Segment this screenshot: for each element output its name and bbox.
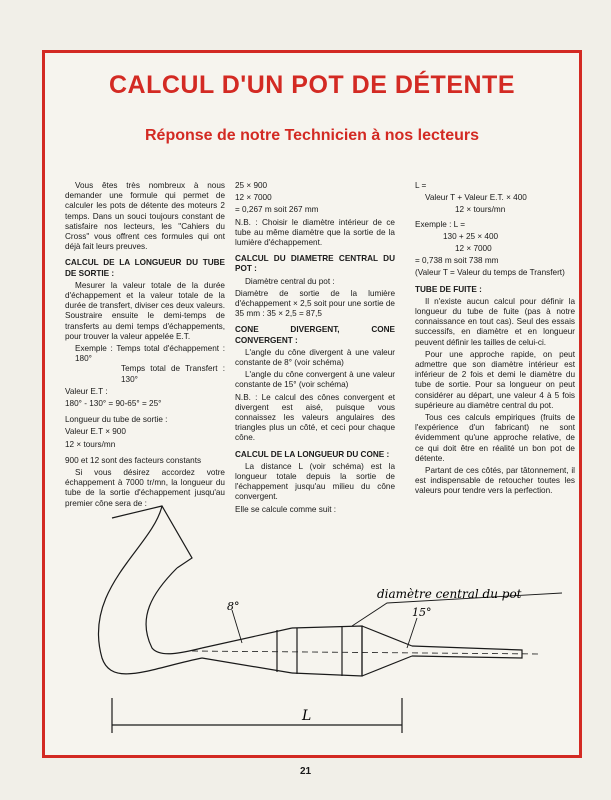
fuite-paragraph-4: Partant de ces côtés, par tâtonnement, il est indispensable de retoucher toutes les valeurs pour tendre vers la perfection. (415, 466, 575, 496)
column-2 (235, 181, 395, 517)
l-formula-1: Valeur T + Valeur E.T. × 400 (425, 193, 527, 203)
longueur-label: Longueur du tube de sortie : (65, 415, 168, 425)
body-seams (277, 626, 362, 676)
calc-line-2: 12 × 7000 (235, 193, 272, 203)
heading-longueur-cone: CALCUL DE LA LONGUEUR DU CONE : (235, 449, 390, 459)
exemple-l-line-2: 12 × 7000 (455, 244, 492, 254)
calc-line-1: 25 × 900 (235, 181, 268, 190)
heading-diametre: CALCUL DU DIAMETRE CENTRAL DU POT : (235, 254, 395, 274)
exemple-block (65, 344, 225, 385)
valeur-et-label: Valeur E.T : (65, 386, 108, 396)
angle-8-mark (232, 610, 242, 643)
paragraph-constants: 900 et 12 sont des facteurs constants (65, 455, 202, 465)
exemple-l-line-3: = 0,738 m soit 738 mm (415, 256, 499, 266)
exhaust-flange (112, 506, 192, 568)
longueur-cone-text-2: Elle se calcule comme suit : (235, 504, 337, 514)
angle-8-label: 8° (227, 600, 240, 613)
calc-line-3: = 0,267 m soit 267 mm (235, 205, 319, 215)
exemple-line-1: Temps total d'échappement : 180° (75, 344, 225, 364)
heading-tube-sortie: CALCUL DE LA LONGUEUR DU TUBE DE SORTIE : (65, 258, 225, 278)
heading-cones: CONE DIVERGENT, CONE CONVERGENT : (235, 325, 395, 345)
column-1 (65, 181, 225, 511)
diametre-text: Diamètre de sortie de la lumière d'échappement × 2,5 soit pour une sortie de 35 mm : 35 × 2,5 = 87,5 (235, 288, 395, 319)
cone-convergent-text: L'angle du cône convergent à une valeur constante de 15° (voir schéma) (235, 370, 395, 390)
valeur-et-calc: 180° - 130° = 90-65° = 25° (65, 399, 162, 409)
exhaust-diagram (42, 498, 582, 758)
length-L-label: L (302, 708, 312, 724)
stinger-tube (412, 646, 522, 658)
angle-15-label: 15° (412, 606, 432, 619)
exemple-l-label: Exemple : L = (415, 219, 465, 229)
central-body (292, 626, 362, 676)
exemple-line-2: Temps total de Transfert : 130° (121, 364, 225, 384)
pipe-inner-curve (146, 568, 202, 654)
longueur-formula-2: 12 × tours/mn (65, 439, 116, 449)
longueur-cone-text: La distance L (voir schéma) est la longueur totale depuis la sortie de l'échappement jusqu'au milieu du cône convergent. (235, 461, 395, 502)
fuite-paragraph-1: Il n'existe aucun calcul pour définir la longueur du tube de fuite (pas à notre connaissance en tout cas). Seul des essais successifs, en diamètre et en longueur peuvent définir les tailles de celui-ci. (415, 296, 575, 347)
l-equals: L = (415, 181, 427, 190)
angle-15-mark (407, 618, 417, 648)
convergent-cone (362, 626, 412, 676)
centre-axis (192, 651, 542, 654)
heading-tube-fuite: TUBE DE FUITE : (415, 284, 482, 294)
paragraph-7000: Si vous désirez accordez votre échappement à 7000 tr/mn, la longueur du tube de la sortie d'échappement jusqu'au premier cône sera de : (65, 468, 225, 508)
fuite-paragraph-3: Tous ces calculs empiriques (fruits de l'expérience d'un fabricant) ne sont évidemment qu'une approche relative, de ce qui doit être en réalité un bon pot de détente. (415, 413, 575, 463)
l-formula-2: 12 × tours/mn (455, 205, 506, 215)
dimension-line-L (112, 698, 402, 733)
column-3 (415, 181, 575, 499)
longueur-formula-1: Valeur E.T × 900 (65, 427, 126, 437)
nb-paragraph-2: N.B. : Le calcul des cônes convergent et divergent est aisé, puisque vous connaissez les valeurs angulaires des triangles plus un côté, et ceci pour chaque cône. (235, 392, 395, 443)
exemple-label: Exemple : (75, 344, 113, 354)
exemple-l-line-4: (Valeur T = Valeur du temps de Transfert) (415, 268, 565, 278)
divergent-cone (202, 628, 292, 673)
paragraph-tube-sortie: Mesurer la valeur totale de la durée d'échappement et la valeur totale de la durée de transfert, diviser ces deux valeurs. Soustraire ensuite le demi-temps de transferts au demi temps d'échappements, pour trouver la valeur appelée E.T. (65, 280, 225, 341)
exemple-l-line-1: 130 + 25 × 400 (443, 231, 499, 241)
intro-paragraph: Vous êtes très nombreux à nous demander une formule qui permet de calculer les pots de détente des moteurs 2 temps. Dans un souci toujours constant de satisfaire nos lecteurs, les "Cahiers du Cross" vous offrent ces formules qui ont déjà fait leurs preuves. (65, 181, 225, 252)
page-title: CALCUL D'UN POT DE DÉTENTE (109, 71, 515, 99)
nb-paragraph-1: N.B. : Choisir le diamètre intérieur de ce tube au même diamètre que la sortie de la lumière d'échappement. (235, 217, 395, 248)
exhaust-pipe-outline (98, 506, 562, 733)
page-number: 21 (299, 766, 312, 777)
diametre-label: Diamètre central du pot : (245, 276, 335, 286)
diametre-label: diamètre central du pot (377, 587, 522, 601)
pipe-outer-curve (98, 506, 202, 674)
cone-divergent-text: L'angle du cône divergent à une valeur constante de 8° (voir schéma) (235, 347, 395, 368)
fuite-paragraph-2: Pour une approche rapide, on peut admettre que son diamètre intérieur est inférieur de 2 fois et demi le diamètre du tube de sortie. Pour sa longueur on peut considérer au départ, une valeur 4 à 5 fois supérieure au diamètre central du pot. (415, 349, 575, 410)
page-subtitle: Réponse de notre Technicien à nos lecteurs (144, 127, 479, 144)
